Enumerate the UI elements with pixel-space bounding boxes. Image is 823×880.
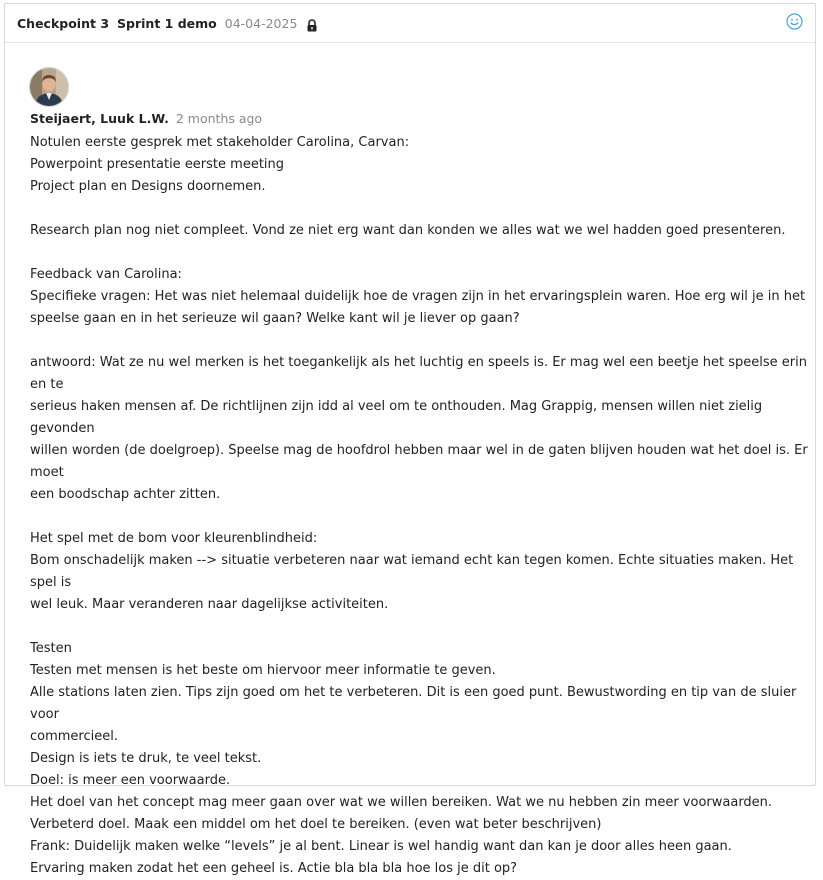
author-name[interactable]: Steijaert, Luuk L.W. — [30, 111, 169, 126]
comment-line: Project plan en Designs doornemen. — [30, 179, 266, 194]
comment-line: een boodschap achter zitten. — [30, 487, 221, 502]
comment-line: Testen — [30, 641, 72, 656]
comment-line — [30, 242, 815, 264]
avatar[interactable] — [29, 67, 69, 107]
lock-icon — [306, 17, 318, 30]
comment-card — [4, 3, 816, 876]
comment-line: Het doel van het concept mag meer gaan over wat we willen bereiken. Wat we nu hebben zin meer voorwaarden. — [30, 795, 773, 810]
comment-line: Frank: Duidelijk maken welke “levels” je al bent. Linear is wel handig want dan kan je door alles heen gaan. — [30, 839, 732, 854]
checkpoint-date: 04-04-2025 — [224, 15, 298, 31]
comment-line: Specifieke vragen: Het was niet helemaal duidelijk hoe de vragen zijn in het ervaringsplein waren. Hoe erg wil je in het — [30, 289, 806, 304]
comment-line — [30, 506, 815, 528]
comment-line: Bom onschadelijk maken --> situatie verbeteren naar wat iemand echt kan tegen komen. Echte situaties maken. Het spel is — [30, 553, 798, 590]
comment-line: antwoord: Wat ze nu wel merken is het toegankelijk als het luchtig en speels is. Er mag wel een beetje het speelse erin en te — [30, 355, 812, 392]
smiley-icon[interactable] — [786, 13, 803, 30]
comment-line: Alle stations laten zien. Tips zijn goed om het te verbeteren. Dit is een goed punt. Bewustwording en tip van de sluier voor — [30, 685, 801, 722]
comment-timestamp: 2 months ago — [175, 111, 263, 126]
comment-line: serieus haken mensen af. De richtlijnen zijn idd al veel om te onthouden. Mag Grappig, mensen willen niet zielig gevonden — [30, 399, 767, 436]
comment-line: Testen met mensen is het beste om hiervoor meer informatie te geven. — [30, 663, 496, 678]
comment-line: Doel: is meer een voorwaarde. — [30, 773, 231, 788]
comment-line: commercieel. — [30, 729, 118, 744]
comment-line: Notulen eerste gesprek met stakeholder Carolina, Carvan: — [30, 135, 410, 150]
comment-line — [30, 198, 815, 220]
comment-line — [30, 330, 815, 352]
sprint-title: Sprint 1 demo — [117, 15, 217, 31]
comment-line: Ervaring maken zodat het een geheel is. Actie bla bla bla hoe los je dit op? — [30, 861, 518, 876]
comment-line: speelse gaan en in het serieuze wil gaan? Welke kant wil je liever op gaan? — [30, 311, 520, 326]
comment-line: willen worden (de doelgroep). Speelse mag de hoofdrol hebben maar wel in de gaten blijven houden wat het doel is. Er moet — [30, 443, 812, 480]
checkpoint-title: Checkpoint 3 — [17, 15, 110, 31]
comment-line: Het spel met de bom voor kleurenblindheid: — [30, 531, 318, 546]
comment-meta — [30, 110, 262, 128]
comment-line: Design is iets te druk, te veel tekst. — [30, 751, 262, 766]
comment-line: Feedback van Carolina: — [30, 267, 182, 282]
comment-line: Verbeterd doel. Maak een middel om het doel te bereiken. (even wat beter beschrijven) — [30, 817, 602, 832]
comment-header — [5, 4, 815, 43]
comment-body — [30, 132, 815, 880]
comment-line — [30, 616, 815, 638]
comment-line: wel leuk. Maar veranderen naar dagelijkse activiteiten. — [30, 597, 389, 612]
comment-line: Research plan nog niet compleet. Vond ze niet erg want dan konden we alles wat we wel hadden goed presenteren. — [30, 223, 786, 238]
comment-line: Powerpoint presentatie eerste meeting — [30, 157, 285, 172]
